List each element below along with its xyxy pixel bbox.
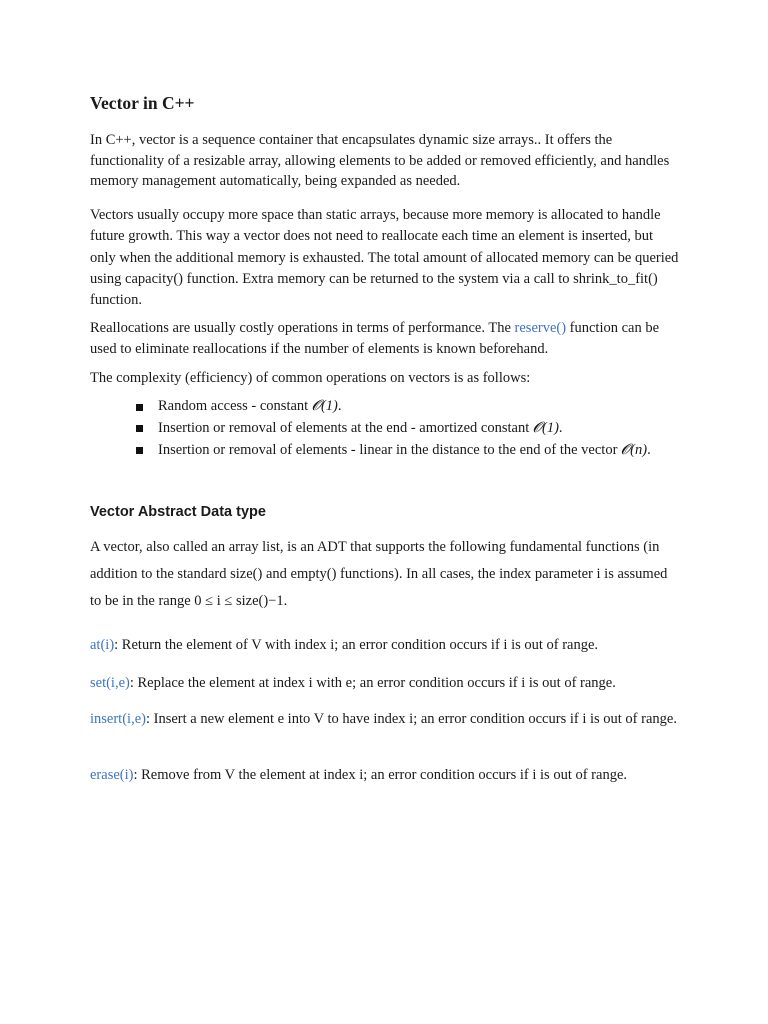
complexity-list <box>135 396 651 461</box>
reallocation-text-after: function can be used to eliminate reallocations if the number of elements is known beforehand. <box>90 320 660 357</box>
function-description: : Return the element of V with index i; an error condition occurs if i is out of range. <box>114 637 599 653</box>
function-name-link[interactable]: erase(i) <box>90 767 134 783</box>
reallocation-paragraph <box>90 318 680 359</box>
function-name-link[interactable]: set(i,e) <box>90 675 130 691</box>
list-item: Insertion or removal of elements at the end - amortized constant 𝓞(1). <box>135 418 651 440</box>
big-o-notation: 𝓞(1) <box>311 398 338 414</box>
square-bullet-icon <box>136 404 143 411</box>
function-description: : Remove from V the element at index i; an error condition occurs if i is out of range. <box>133 767 628 783</box>
adt-paragraph: A vector, also called an array list, is an ADT that supports the following fundamental functions (in addition to the standard size() and empty() functions). In all cases, the index parameter i is assumed to be in the range 0 ≤ i ≤ size()−1. <box>90 539 668 609</box>
function-description: : Insert a new element e into V to have index i; an error condition occurs if i is out of range. <box>145 711 677 727</box>
function-definition-at <box>90 636 680 656</box>
intro-paragraph: In C++, vector is a sequence container that encapsulates dynamic size arrays.. It offers the functionality of a resizable array, allowing elements to be added or removed efficiently, and handles memory management automatically, being expanded as needed. <box>90 132 670 189</box>
function-description: : Replace the element at index i with e; an error condition occurs if i is out of range. <box>129 675 616 691</box>
function-definition-set <box>90 674 680 694</box>
big-o-notation: 𝓞(n) <box>621 441 648 458</box>
reallocation-text-before: Reallocations are usually costly operations in terms of performance. The <box>90 320 515 336</box>
page-title: Vector in C++ <box>90 93 195 113</box>
memory-paragraph: Vectors usually occupy more space than static arrays, because more memory is allocated to handle future growth. This way a vector does not need to reallocate each time an element is inserted, but only when the additional memory is exhausted. The total amount of allocated memory can be queried using capacity() function. Extra memory can be returned to the system via a call to shrink_to_fit() function. <box>90 207 679 309</box>
adt-heading: Vector Abstract Data type <box>90 504 266 520</box>
reserve-link[interactable]: reserve() <box>514 320 567 336</box>
list-item: Random access - constant 𝓞(1). <box>135 396 651 418</box>
function-definition-erase <box>90 766 680 786</box>
square-bullet-icon <box>136 425 143 432</box>
square-bullet-icon <box>136 447 143 454</box>
complexity-intro: The complexity (efficiency) of common operations on vectors is as follows: <box>90 370 531 386</box>
function-name-link[interactable]: insert(i,e) <box>90 711 146 727</box>
function-name-link[interactable]: at(i) <box>90 637 115 653</box>
big-o-notation: 𝓞(1) <box>532 419 559 436</box>
list-item: Insertion or removal of elements - linear in the distance to the end of the vector 𝓞(n). <box>135 440 651 462</box>
function-definition-insert <box>90 710 680 730</box>
